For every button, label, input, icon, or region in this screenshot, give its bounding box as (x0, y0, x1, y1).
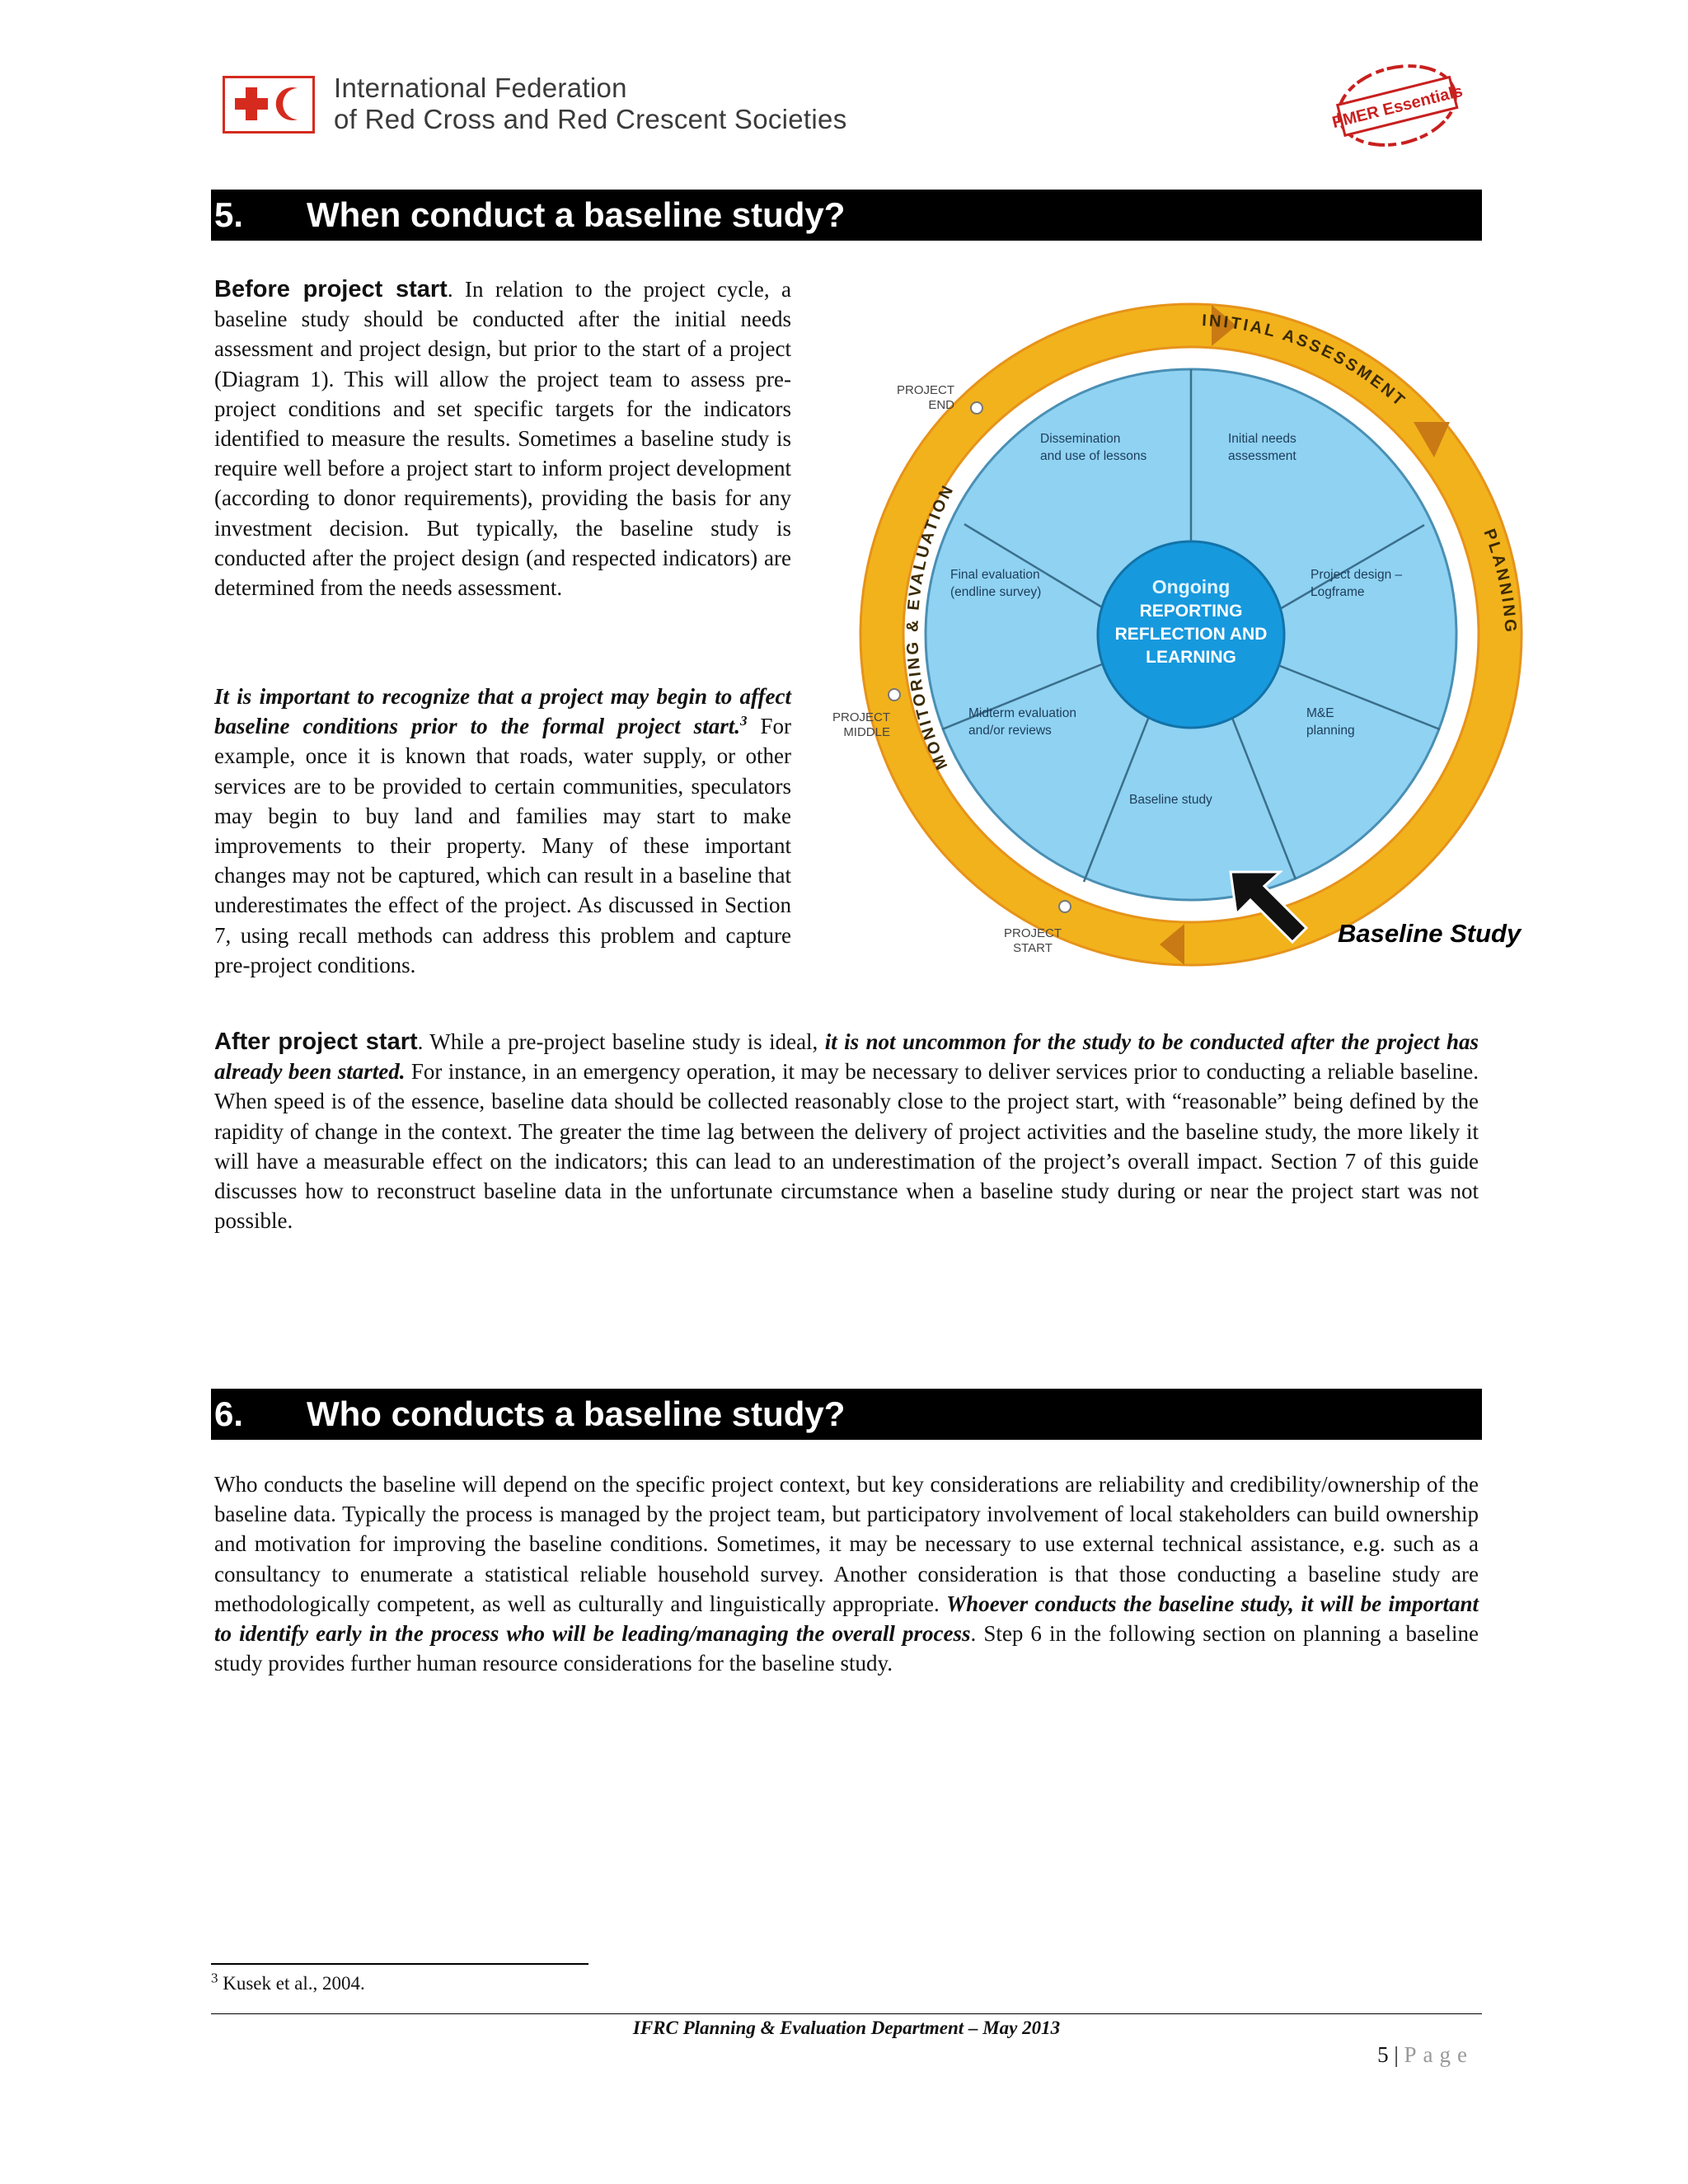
section-6-p1-tail: . Step 6 in the following section on planning a baseline study provides further human resource considerations for the baseline study. (214, 1621, 1479, 1676)
footer-separator (211, 2013, 1482, 2014)
seg-design-1: Project design – (1311, 568, 1403, 582)
milestone-middle-marker (889, 689, 900, 701)
seg-final-1: Final evaluation (950, 568, 1040, 582)
section-6-heading (211, 1389, 1482, 1440)
milestone-end-marker (971, 402, 982, 414)
seg-needs-1: Initial needs (1228, 432, 1296, 446)
section-5-p2-body: For example, once it is known that roads, water supply, or other services are to be provided to certain communities, speculators may begin to buy land and families may start to make improvements to their property. Many of these important changes may not be captured, which can result in a baseline that underestimates the effect of the project. As discussed in Section 7, using recall methods can address this problem and capture pre-project conditions. (214, 714, 791, 977)
page-number-value: 5 (1377, 2042, 1389, 2067)
project-middle-2: MIDDLE (843, 725, 890, 739)
seg-dissemination-2: and use of lessons (1040, 449, 1147, 463)
page-word: Page (1404, 2042, 1474, 2067)
stamp-text: PMER Essentials (1330, 82, 1465, 133)
baseline-callout-label: Baseline Study (1338, 919, 1522, 948)
section-5-heading (211, 190, 1482, 241)
center-learning: LEARNING (1146, 648, 1236, 667)
before-project-start-lead: Before project start (214, 276, 448, 302)
section-5-p3-emphasis: it is not uncommon for the study to be conducted after the project has already been started. (214, 1029, 1479, 1085)
red-cross-crescent-icon (225, 78, 312, 131)
project-middle-1: PROJECT (832, 710, 890, 724)
page-number (1319, 2042, 1474, 2068)
footer-department: IFRC Planning & Evaluation Department – May 2013 (632, 2018, 1061, 2038)
section-5-title: When conduct a baseline study? (307, 195, 846, 234)
project-end-1: PROJECT (896, 383, 954, 397)
center-reporting: REPORTING (1139, 602, 1243, 621)
red-cross-crescent-logo (223, 76, 315, 134)
seg-final-2: (endline survey) (950, 585, 1042, 599)
section-5-p3-body: For instance, in an emergency operation, it may be necessary to deliver services prior to conducting a reliable baseline. When speed is of the essence, baseline data should be collected reasonably close to the project start, with “reasonable” being defined by the rapidity of change in the context. The greater the time lag between the delivery of project activities and the baseline study, the more likely it will have a measurable effect on the indicators; this can lead to an underestimation of the project’s overall impact. Section 7 of this guide discusses how to reconstruct baseline data in the unfortunate circumstance when a baseline study during or near the project start was not possible. (214, 1059, 1479, 1234)
ring-label-initial-assessment: INITIAL ASSESSMENT (1201, 311, 1410, 411)
footnote-3 (211, 1970, 365, 1994)
footnote-separator (211, 1963, 588, 1965)
section-6-number: 6. (214, 1394, 244, 1433)
section-5-p1-body: . In relation to the project cycle, a baseline study should be conducted after the initial needs assessment and project design, but prior to the start of a project (Diagram 1). This will allow the project team to assess pre-project conditions and set specific targets for the indicators identified to measure the results. Sometimes a baseline study is require well before a project start to inform project development (according to donor requirements), providing the basis for any investment decision. But typically, the baseline study is conducted after the project design (and respected indicators) are determined from the needs assessment. (214, 277, 792, 601)
section-6-p1-emphasis: Whoever conducts the baseline study, it will be important to identify early in the process who will be leading/managing the overall process (214, 1591, 1479, 1647)
ring-label-monitoring-evaluation: MONITORING & EVALUATION (903, 480, 959, 773)
section-5-paragraph-3 (214, 1027, 1479, 1235)
section-5-paragraph-1 (214, 274, 791, 602)
section-5-number: 5. (214, 195, 244, 234)
footnote-text: Kusek et al., 2004. (218, 1973, 365, 1994)
section-6-title: Who conducts a baseline study? (307, 1394, 846, 1433)
page-header (223, 71, 1541, 153)
seg-me-1: M&E (1306, 706, 1334, 720)
section-5-p2-emphasis: It is important to recognize that a project may begin to affect baseline conditions prior to the formal project start. (214, 684, 791, 739)
pmer-essentials-stamp (1319, 48, 1475, 163)
footnote-ref-3[interactable]: 3 (739, 713, 748, 729)
seg-baseline: Baseline study (1129, 793, 1212, 807)
project-cycle-diagram (812, 288, 1587, 981)
page-number-separator: | (1388, 2042, 1404, 2067)
section-5-paragraph-2 (214, 682, 791, 980)
center-ongoing: Ongoing (1151, 576, 1231, 598)
project-start-2: START (1013, 941, 1053, 955)
after-project-start-lead: After project start (214, 1029, 418, 1055)
milestone-start-marker (1059, 901, 1071, 912)
seg-midterm-2: and/or reviews (968, 724, 1052, 738)
section-6-p1-body: Who conducts the baseline will depend on the specific project context, but key considerations are reliability and credibility/ownership of the baseline data. Typically the process is managed by the project team, but participatory involvement of local stakeholders can build ownership and motivation for improving the baseline conditions. Sometimes, it may be necessary to use external technical assistance, e.g. such as a consultancy to enumerate a statistical reliable household survey. Another consideration is that those conducting a baseline study are methodologically competent, as well as culturally and linguistically appropriate. (214, 1472, 1479, 1616)
org-name-line2: of Red Cross and Red Crescent Societies (334, 104, 847, 134)
org-name-line1: International Federation (334, 73, 627, 103)
section-6-paragraph-1 (214, 1469, 1479, 1678)
project-start-1: PROJECT (1003, 926, 1062, 940)
ring-label-planning: PLANNING (1479, 526, 1520, 635)
footnote-number: 3 (211, 1970, 218, 1986)
seg-design-2: Logframe (1311, 585, 1365, 599)
seg-me-2: planning (1306, 724, 1355, 738)
center-reflection: REFLECTION AND (1114, 625, 1268, 644)
section-5-p3-a: . While a pre-project baseline study is ideal, (417, 1029, 825, 1054)
seg-needs-2: assessment (1228, 449, 1296, 463)
project-end-2: END (928, 398, 954, 412)
seg-dissemination-1: Dissemination (1040, 432, 1121, 446)
seg-midterm-1: Midterm evaluation (968, 706, 1076, 720)
